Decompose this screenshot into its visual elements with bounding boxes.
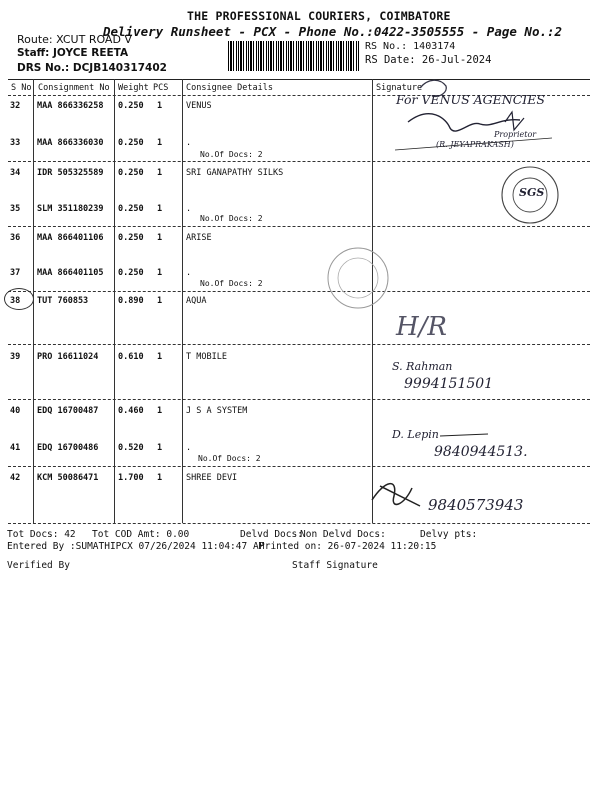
row-pcs: 1: [157, 268, 163, 278]
row-pcs: 1: [157, 296, 163, 306]
row-weight: 0.250: [118, 138, 144, 148]
row-sno: 33: [10, 138, 21, 148]
row-details: J S A SYSTEM: [186, 406, 248, 416]
row-weight: 0.250: [118, 168, 144, 178]
row-sno: 32: [10, 101, 21, 111]
row-consignment: SLM 351180239: [37, 204, 104, 214]
receiver-name: S. Rahman: [392, 360, 453, 373]
row-weight: 1.700: [118, 473, 144, 483]
entered-by: Entered By :SUMATHIPCX 07/26/2024 11:04:47 AM: [7, 541, 265, 552]
rs-date: RS Date: 26-Jul-2024: [365, 54, 492, 66]
row-details: .: [186, 204, 192, 214]
row-pcs: 1: [157, 473, 163, 483]
signature-mark: [440, 434, 488, 436]
drs-number: DRS No.: DCJB140317402: [17, 62, 167, 74]
row-consignment: MAA 866401106: [37, 233, 104, 243]
proprietor-label: Proprietor: [494, 130, 537, 139]
row-details: SRI GANAPATHY SILKS: [186, 168, 284, 178]
hr-mark: H/R: [396, 312, 448, 342]
rs-number: RS No.: 1403174: [365, 41, 456, 52]
row-weight: 0.250: [118, 268, 144, 278]
row-note: No.Of Docs: 2: [200, 150, 263, 159]
signature-mark: [372, 484, 420, 506]
row-weight: 0.460: [118, 406, 144, 416]
row-sno: 37: [10, 268, 21, 278]
row-pcs: 1: [157, 204, 163, 214]
arise-stamp: [328, 248, 388, 308]
row-consignment: EDQ 16700487: [37, 406, 99, 416]
row-pcs: 1: [157, 443, 163, 453]
row-details: .: [186, 268, 192, 278]
row-pcs: 1: [157, 233, 163, 243]
row-details: .: [186, 138, 192, 148]
receiver-phone: 9840573943: [428, 496, 524, 514]
row-pcs: 1: [157, 138, 163, 148]
row-details: T MOBILE: [186, 352, 227, 362]
venus-agencies-stamp: For VENUS AGENCIES: [396, 92, 545, 107]
receiver-phone: 9840944513.: [434, 444, 528, 460]
row-details: SHREE DEVI: [186, 473, 238, 483]
row-details: AQUA: [186, 296, 207, 306]
row-pcs: 1: [157, 352, 163, 362]
receiver-phone: 9994151501: [404, 376, 494, 392]
row-note: No.Of Docs: 2: [200, 279, 263, 288]
row-details: .: [186, 443, 192, 453]
route-label: Route: XCUT ROAD V: [17, 33, 132, 46]
row-weight: 0.250: [118, 233, 144, 243]
total-cod-amount: Tot COD Amt: 0.00: [92, 529, 190, 540]
row-sno: 42: [10, 473, 21, 483]
row-note: No.Of Docs: 2: [198, 454, 261, 463]
row-pcs: 1: [157, 406, 163, 416]
signature-mark: [408, 114, 520, 131]
arise-stamp-inner: [338, 258, 378, 298]
row-consignment: MAA 866401105: [37, 268, 104, 278]
row-consignment: PRO 16611024: [37, 352, 99, 362]
col-header-pcs: PCS: [153, 83, 169, 93]
row-weight: 0.890: [118, 296, 144, 306]
row-sno: 40: [10, 406, 21, 416]
company-name: THE PROFESSIONAL COURIERS, COIMBATORE: [187, 9, 451, 23]
row-sno: 36: [10, 233, 21, 243]
total-docs: Tot Docs: 42: [7, 529, 76, 540]
proprietor-name: (R. JEYAPRAKASH): [436, 140, 514, 149]
row-weight: 0.250: [118, 101, 144, 111]
col-header-details: Consignee Details: [186, 83, 273, 93]
row-details: VENUS: [186, 101, 212, 111]
row-sno: 34: [10, 168, 21, 178]
row-weight: 0.250: [118, 204, 144, 214]
runsheet-title: Delivery Runsheet - PCX - Phone No.:0422-3505555 - Page No.:2: [103, 24, 563, 39]
staff-label: Staff: JOYCE REETA: [17, 47, 129, 59]
row-pcs: 1: [157, 168, 163, 178]
sgs-stamp-text: SGS: [519, 186, 545, 199]
receiver-name: D. Lepin: [392, 428, 439, 441]
row-consignment: EDQ 16700486: [37, 443, 99, 453]
row-pcs: 1: [157, 101, 163, 111]
col-header-weight: Weight: [118, 83, 149, 93]
row-note: No.Of Docs: 2: [200, 214, 263, 223]
row-sno: 39: [10, 352, 21, 362]
col-header-signature: Signature: [376, 83, 423, 93]
row-consignment: MAA 866336030: [37, 138, 104, 148]
row-details: ARISE: [186, 233, 212, 243]
col-header-sno: S No: [11, 83, 32, 93]
non-delivered-docs: Non Delvd Docs:: [300, 529, 386, 540]
delivery-points: Delvy pts:: [420, 529, 478, 540]
staff-signature: Staff Signature: [292, 560, 378, 571]
row-weight: 0.520: [118, 443, 144, 453]
row-sno: 41: [10, 443, 21, 453]
delivered-docs: Delvd Docs:: [240, 529, 303, 540]
row-sno: 38: [10, 296, 21, 306]
row-consignment: IDR 505325589: [37, 168, 104, 178]
col-header-consignment: Consignment No: [38, 83, 110, 93]
row-consignment: TUT 760853: [37, 296, 89, 306]
row-sno: 35: [10, 204, 21, 214]
printed-on: Printed on: 26-07-2024 11:20:15: [259, 541, 437, 552]
row-weight: 0.610: [118, 352, 144, 362]
row-consignment: KCM 50086471: [37, 473, 99, 483]
row-consignment: MAA 866336258: [37, 101, 104, 111]
verified-by: Verified By: [7, 560, 70, 571]
